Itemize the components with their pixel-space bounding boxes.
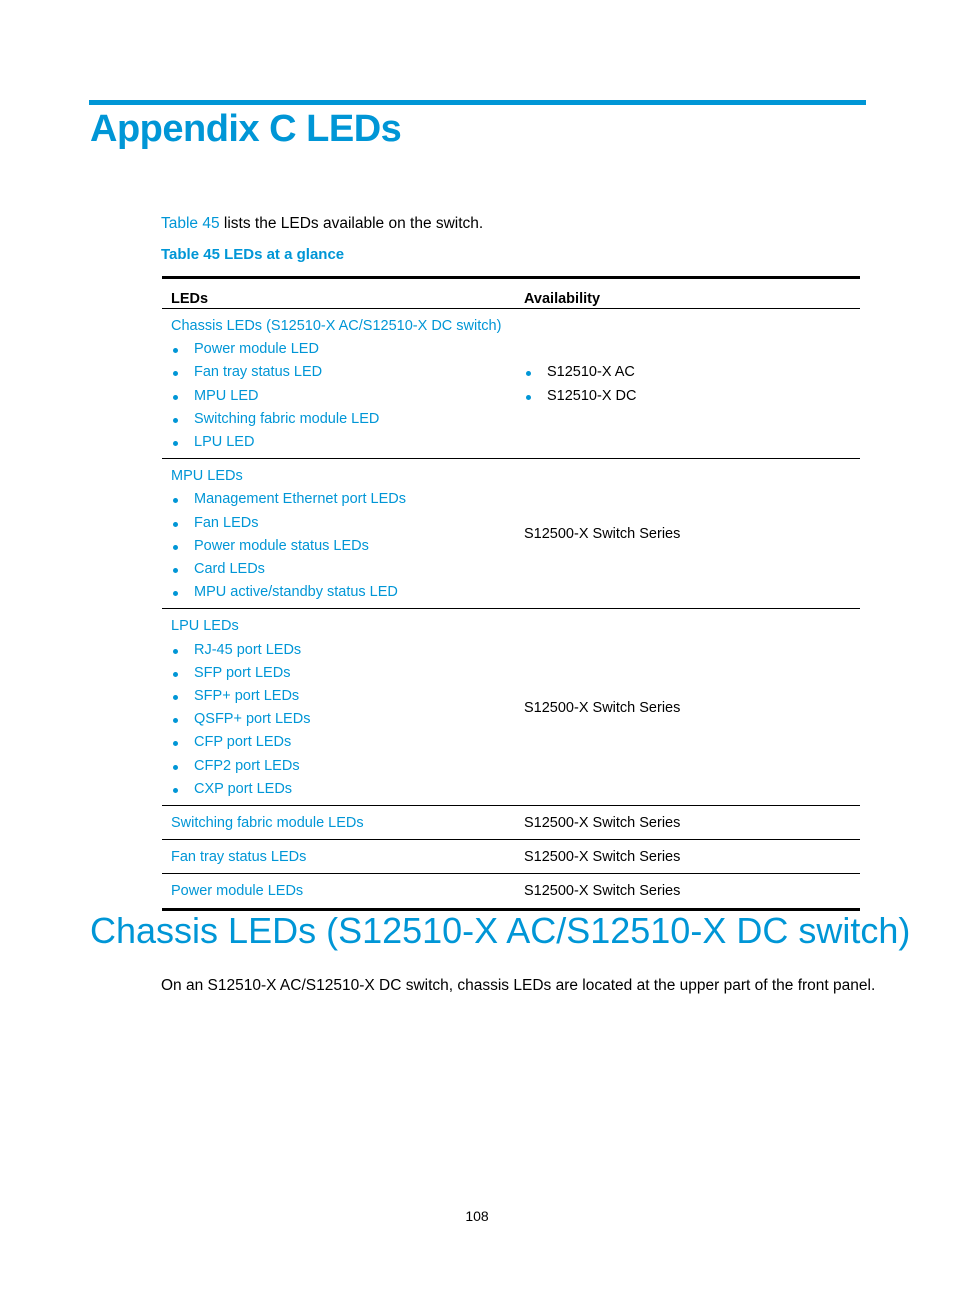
list-item[interactable]: LPU LED <box>171 431 506 454</box>
list-item[interactable]: QSFP+ port LEDs <box>171 708 506 731</box>
page-number: 108 <box>465 1208 489 1224</box>
list-item[interactable]: Switching fabric module LED <box>171 408 506 431</box>
table-row <box>162 459 860 609</box>
table-header-row <box>162 278 860 309</box>
led-cell <box>162 840 515 874</box>
list-item[interactable]: SFP port LEDs <box>171 662 506 685</box>
header-availability: Availability <box>515 278 860 309</box>
intro-text: lists the LEDs available on the switch. <box>219 215 484 232</box>
availability-list <box>524 361 851 407</box>
list-item[interactable]: Power module LED <box>171 338 506 361</box>
list-item: S12510-X AC <box>524 361 851 384</box>
led-cell <box>162 806 515 840</box>
intro-paragraph <box>161 215 483 233</box>
list-item[interactable]: SFP+ port LEDs <box>171 685 506 708</box>
led-cell <box>162 309 515 459</box>
list-item[interactable]: MPU active/standby status LED <box>171 581 506 604</box>
list-item[interactable]: CFP2 port LEDs <box>171 755 506 778</box>
fan-tray-leds-link[interactable]: Fan tray status LEDs <box>171 849 307 866</box>
availability-cell: S12500-X Switch Series <box>515 840 860 874</box>
heading-rule <box>89 100 866 105</box>
led-list <box>171 338 506 454</box>
list-item[interactable]: MPU LED <box>171 385 506 408</box>
list-item[interactable]: CFP port LEDs <box>171 731 506 754</box>
power-module-leds-link[interactable]: Power module LEDs <box>171 883 304 900</box>
leds-table <box>162 276 860 911</box>
page-title: Appendix C LEDs <box>90 108 402 150</box>
availability-cell: S12500-X Switch Series <box>515 459 860 609</box>
list-item[interactable]: Power module status LEDs <box>171 535 506 558</box>
list-item[interactable]: Fan LEDs <box>171 512 506 535</box>
list-item[interactable]: Management Ethernet port LEDs <box>171 488 506 511</box>
led-list <box>171 488 506 604</box>
table-row <box>162 609 860 806</box>
table-row <box>162 309 860 459</box>
led-cell <box>162 459 515 609</box>
availability-cell: S12500-X Switch Series <box>515 609 860 806</box>
section-title: Chassis LEDs (S12510-X AC/S12510-X DC switch) <box>90 910 911 951</box>
mpu-leds-link[interactable]: MPU LEDs <box>171 468 243 485</box>
list-item: S12510-X DC <box>524 385 851 408</box>
list-item[interactable]: CXP port LEDs <box>171 778 506 801</box>
section-paragraph: On an S12510-X AC/S12510-X DC switch, chassis LEDs are located at the upper part of the front panel. <box>161 977 876 994</box>
list-item[interactable]: Fan tray status LED <box>171 361 506 384</box>
led-cell <box>162 609 515 806</box>
availability-cell: S12500-X Switch Series <box>515 806 860 840</box>
availability-cell: S12500-X Switch Series <box>524 883 681 900</box>
table-row <box>162 874 860 909</box>
list-item[interactable]: Card LEDs <box>171 558 506 581</box>
table-45-link[interactable]: Table 45 <box>161 215 220 232</box>
table-row <box>162 840 860 874</box>
table-row <box>162 806 860 840</box>
led-list <box>171 639 506 801</box>
led-cell <box>162 874 515 909</box>
switching-fabric-leds-link[interactable]: Switching fabric module LEDs <box>171 815 364 832</box>
chassis-leds-link[interactable]: Chassis LEDs (S12510-X AC/S12510-X DC switch) <box>171 318 502 334</box>
table-caption: Table 45 LEDs at a glance <box>161 246 345 263</box>
availability-cell <box>515 309 860 459</box>
lpu-leds-link[interactable]: LPU LEDs <box>171 618 239 635</box>
header-leds: LEDs <box>162 278 515 309</box>
list-item[interactable]: RJ-45 port LEDs <box>171 639 506 662</box>
